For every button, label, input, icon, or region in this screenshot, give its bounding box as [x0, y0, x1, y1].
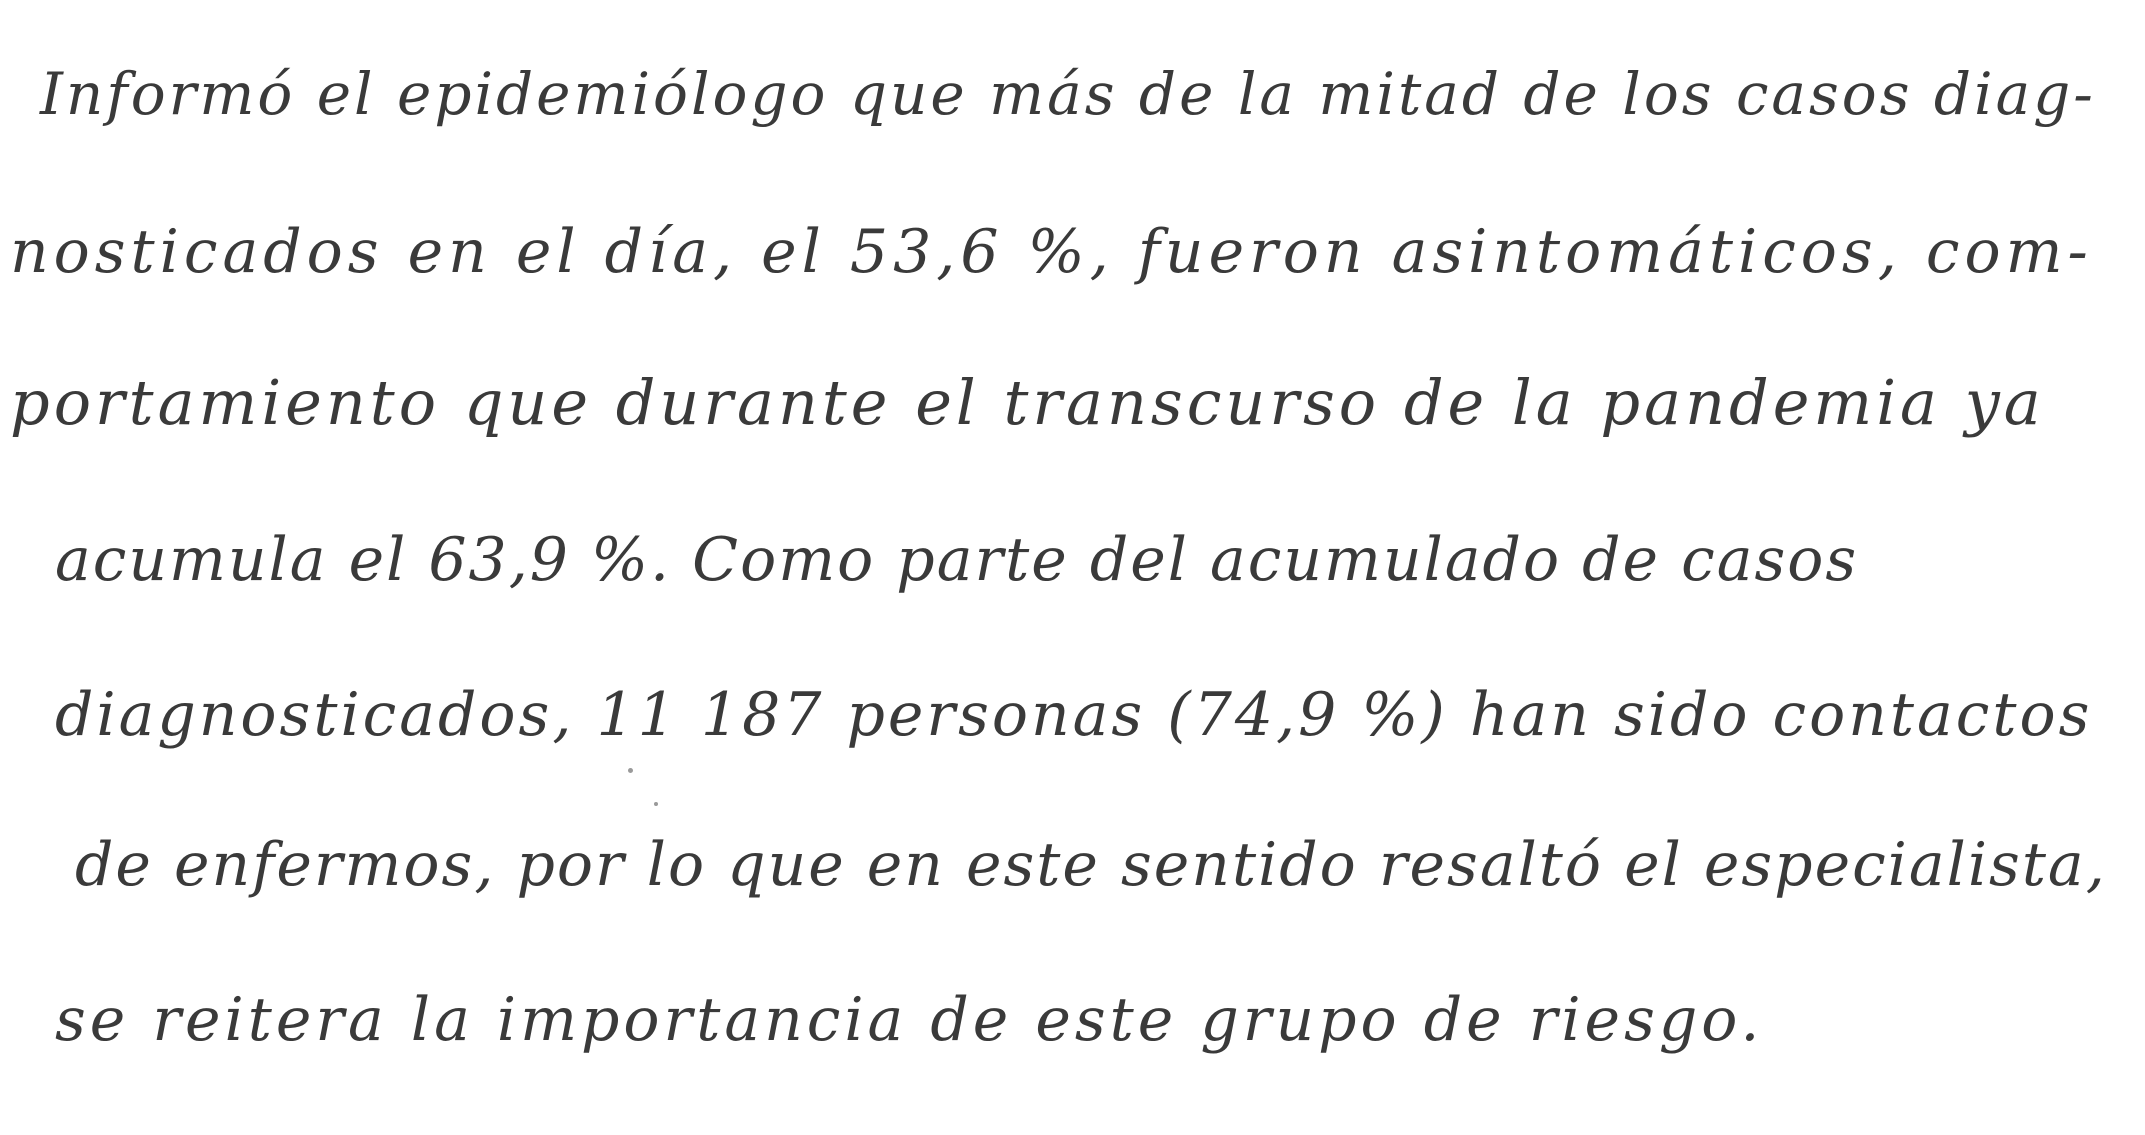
- ink-speck: [628, 768, 633, 773]
- handwritten-line-1: Informó el epidemiólogo que más de la mitad de los casos diag-: [40, 60, 2096, 128]
- handwritten-line-7: se reitera la importancia de este grupo de riesgo.: [55, 985, 1764, 1055]
- handwritten-line-5: diagnosticados, 11 187 personas (74,9 %) han sido contactos: [55, 680, 2093, 750]
- handwritten-line-2: nosticados en el día, el 53,6 %, fueron asintomáticos, com-: [10, 217, 2093, 287]
- handwritten-line-4: acumula el 63,9 %. Como parte del acumulado de casos: [55, 525, 1859, 595]
- handwritten-line-6: de enfermos, por lo que en este sentido resaltó el especialista,: [75, 830, 2107, 900]
- ink-speck: [654, 802, 658, 806]
- handwritten-line-3: portamiento que durante el transcurso de la pandemia ya: [10, 366, 2045, 439]
